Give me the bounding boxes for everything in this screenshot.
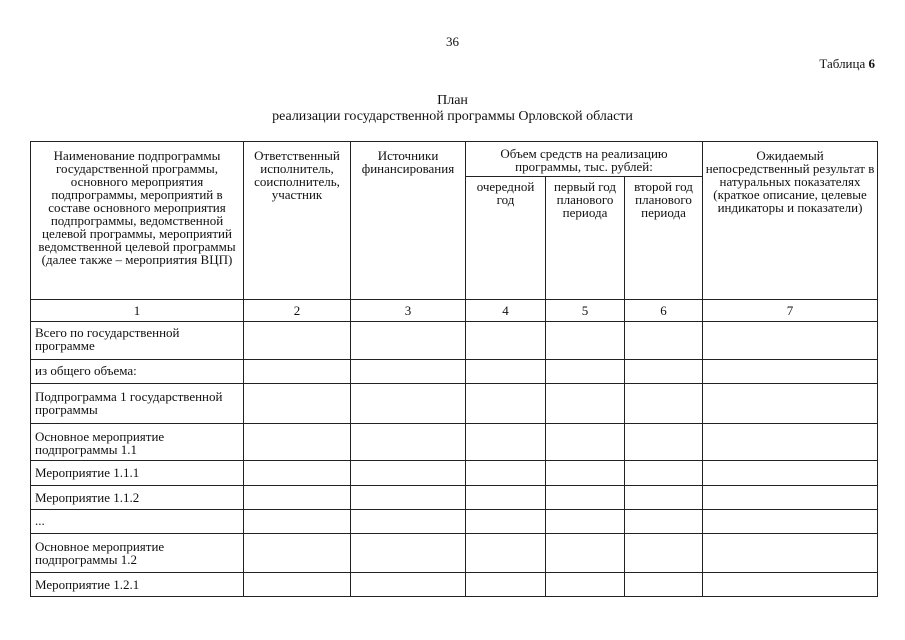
table-cell bbox=[625, 424, 703, 461]
table-cell bbox=[244, 461, 351, 486]
table-row bbox=[31, 573, 878, 597]
table-cell bbox=[466, 573, 546, 597]
table-cell bbox=[351, 360, 466, 384]
table-cell bbox=[625, 534, 703, 573]
header-col-4: очередной год bbox=[466, 177, 546, 300]
table-cell bbox=[466, 534, 546, 573]
table-cell bbox=[351, 510, 466, 534]
table-row bbox=[31, 486, 878, 510]
table-cell bbox=[351, 461, 466, 486]
table-cell bbox=[466, 486, 546, 510]
table-cell bbox=[466, 384, 546, 424]
table-cell bbox=[703, 486, 878, 510]
table-cell bbox=[244, 510, 351, 534]
table-cell bbox=[703, 510, 878, 534]
table-cell bbox=[244, 424, 351, 461]
table-cell bbox=[625, 360, 703, 384]
table-cell bbox=[625, 573, 703, 597]
table-cell bbox=[625, 322, 703, 360]
table-row bbox=[31, 424, 878, 461]
row-label: Всего по государственной программе bbox=[31, 322, 244, 360]
table-row bbox=[31, 461, 878, 486]
table-cell bbox=[466, 424, 546, 461]
page-number: 36 bbox=[446, 34, 459, 49]
table-cell bbox=[351, 573, 466, 597]
table-cell bbox=[625, 461, 703, 486]
column-number: 7 bbox=[703, 300, 878, 322]
table-cell bbox=[625, 510, 703, 534]
row-label: ... bbox=[31, 510, 244, 534]
table-cell bbox=[703, 360, 878, 384]
table-cell bbox=[703, 322, 878, 360]
column-number: 3 bbox=[351, 300, 466, 322]
table-cell bbox=[546, 573, 625, 597]
plan-subtitle: реализации государственной программы Орловской области bbox=[272, 109, 633, 124]
plan-table bbox=[30, 141, 878, 597]
column-number: 5 bbox=[546, 300, 625, 322]
table-cell bbox=[351, 322, 466, 360]
table-cell bbox=[466, 322, 546, 360]
table-cell bbox=[546, 534, 625, 573]
table-cell bbox=[625, 486, 703, 510]
table-cell bbox=[546, 322, 625, 360]
table-row bbox=[31, 510, 878, 534]
table-cell bbox=[351, 384, 466, 424]
table-cell bbox=[244, 384, 351, 424]
table-cell bbox=[703, 461, 878, 486]
header-row-1 bbox=[31, 142, 878, 177]
header-col-7: Ожидаемый непосредственный результат в натуральных показателях (краткое описание, целевые индикаторы и показатели) bbox=[703, 142, 878, 300]
table-label-number: 6 bbox=[868, 56, 875, 71]
table-row bbox=[31, 360, 878, 384]
table-cell bbox=[351, 424, 466, 461]
column-number: 4 bbox=[466, 300, 546, 322]
table-cell bbox=[244, 322, 351, 360]
table-cell bbox=[703, 384, 878, 424]
column-number: 1 bbox=[31, 300, 244, 322]
table-cell bbox=[625, 384, 703, 424]
table-row bbox=[31, 322, 878, 360]
table-row bbox=[31, 534, 878, 573]
table-label bbox=[819, 56, 875, 72]
header-col-1: Наименование подпрограммы государственной программы, основного мероприятия подпрограммы, мероприятий в составе основного мероприятия подпрограммы, ведомственной целевой программы, мероприятий ведомственной целевой программы (далее также – мероприятия ВЦП) bbox=[31, 142, 244, 300]
column-number: 2 bbox=[244, 300, 351, 322]
table-cell bbox=[703, 534, 878, 573]
table-label-prefix: Таблица bbox=[819, 56, 866, 71]
row-label: Мероприятие 1.1.1 bbox=[31, 461, 244, 486]
plan-title: План bbox=[437, 93, 468, 108]
table-cell bbox=[703, 424, 878, 461]
row-label: Подпрограмма 1 государственной программы bbox=[31, 384, 244, 424]
table-cell bbox=[244, 360, 351, 384]
header-col-6: второй год планового периода bbox=[625, 177, 703, 300]
table-cell bbox=[546, 486, 625, 510]
column-number-row bbox=[31, 300, 878, 322]
row-label: из общего объема: bbox=[31, 360, 244, 384]
table-cell bbox=[351, 486, 466, 510]
table-cell bbox=[703, 573, 878, 597]
table-cell bbox=[466, 461, 546, 486]
row-label: Мероприятие 1.2.1 bbox=[31, 573, 244, 597]
table-cell bbox=[546, 510, 625, 534]
table-cell bbox=[546, 360, 625, 384]
table-cell bbox=[546, 461, 625, 486]
column-number: 6 bbox=[625, 300, 703, 322]
row-label: Основное мероприятие подпрограммы 1.2 bbox=[31, 534, 244, 573]
header-col-3: Источники финансирования bbox=[351, 142, 466, 300]
row-label: Мероприятие 1.1.2 bbox=[31, 486, 244, 510]
table-cell bbox=[244, 534, 351, 573]
header-col-2: Ответственный исполнитель, соисполнитель, участник bbox=[244, 142, 351, 300]
table-cell bbox=[244, 573, 351, 597]
table-cell bbox=[546, 384, 625, 424]
table-cell bbox=[466, 360, 546, 384]
header-col-5: первый год планового периода bbox=[546, 177, 625, 300]
table-cell bbox=[351, 534, 466, 573]
table-cell bbox=[546, 424, 625, 461]
table-row bbox=[31, 384, 878, 424]
table-cell bbox=[466, 510, 546, 534]
row-label: Основное мероприятие подпрограммы 1.1 bbox=[31, 424, 244, 461]
header-funding-group: Объем средств на реализацию программы, тыс. рублей: bbox=[466, 142, 703, 177]
table-cell bbox=[244, 486, 351, 510]
